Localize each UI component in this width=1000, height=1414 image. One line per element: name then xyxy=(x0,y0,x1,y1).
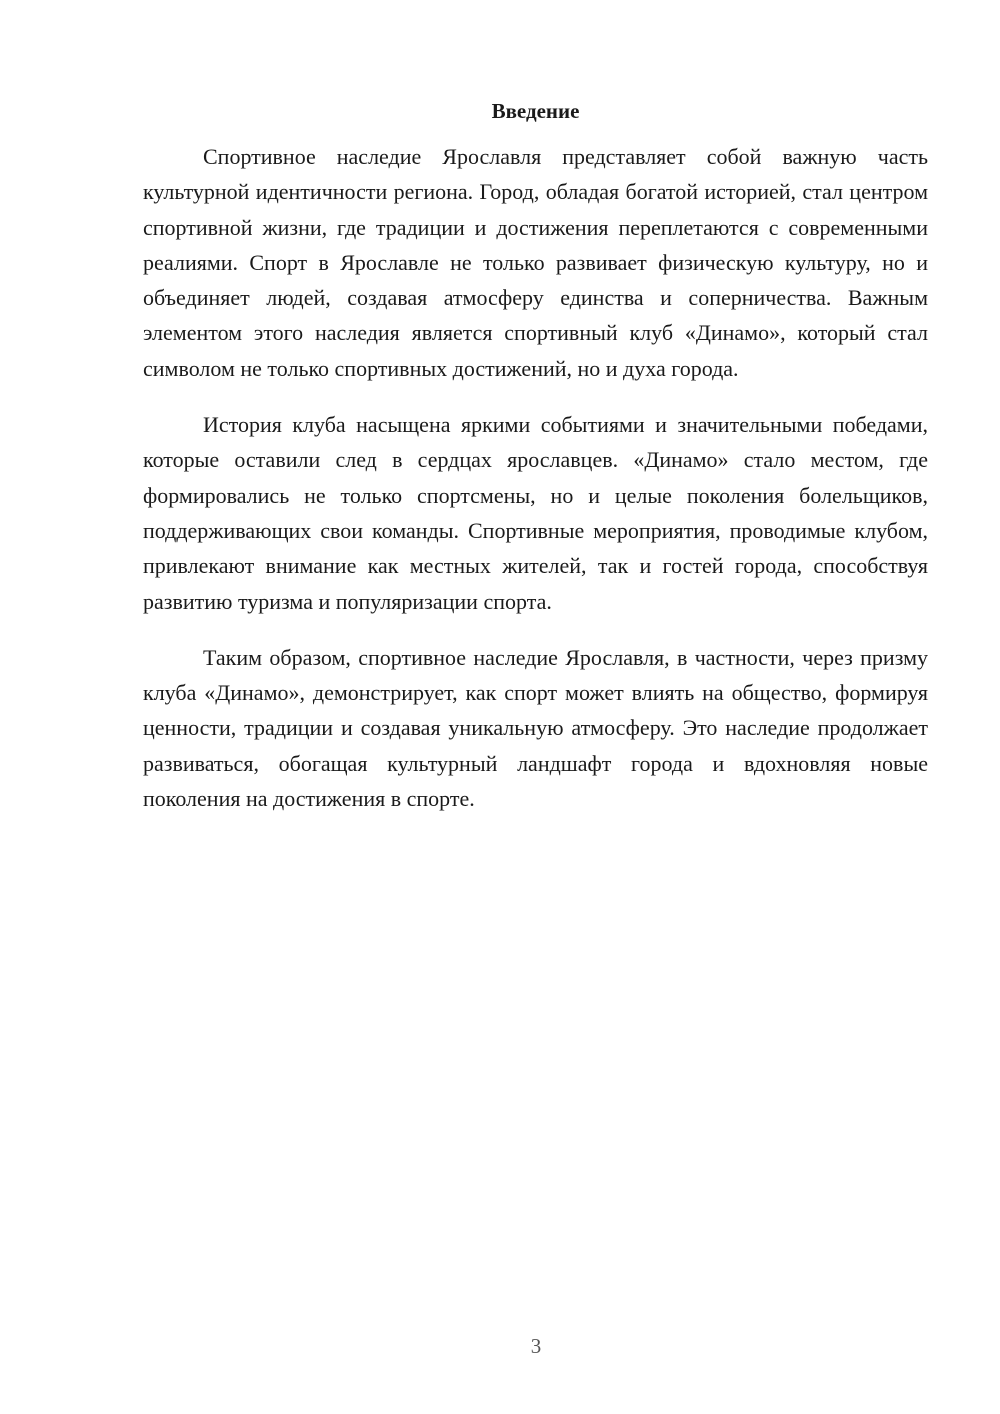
paragraph-1: Спортивное наследие Ярославля представляет собой важную часть культурной идентичности региона. Город, обладая богатой историей, стал центром спортивной жизни, где традиции и достижения переплетаются с современными реалиями. Спорт в Ярославле не только развивает физическую культуру, но и объединяет людей, создавая атмосферу единства и соперничества. Важным элементом этого наследия является спортивный клуб «Динамо», который стал символом не только спортивных достижений, но и духа города. xyxy=(143,144,928,381)
page-content xyxy=(143,94,928,837)
page-number: 3 xyxy=(530,1334,542,1358)
paragraph-3: Таким образом, спортивное наследие Ярославля, в частности, через призму клуба «Динамо», демонстрирует, как спорт может влиять на общество, формируя ценности, традиции и создавая уникальную атмосферу. Это наследие продолжает развиваться, обогащая культурный ландшафт города и вдохновляя новые поколения на достижения в спорте. xyxy=(143,644,928,812)
section-title: Введение xyxy=(491,99,580,123)
paragraph-2: История клуба насыщена яркими событиями и значительными победами, которые оставили след в сердцах ярославцев. «Динамо» стало местом, где формировались не только спортсмены, но и целые поколения болельщиков, поддерживающих свои команды. Спортивные мероприятия, проводимые клубом, привлекают внимание как местных жителей, так и гостей города, способствуя развитию туризма и популяризации спорта. xyxy=(143,412,928,614)
